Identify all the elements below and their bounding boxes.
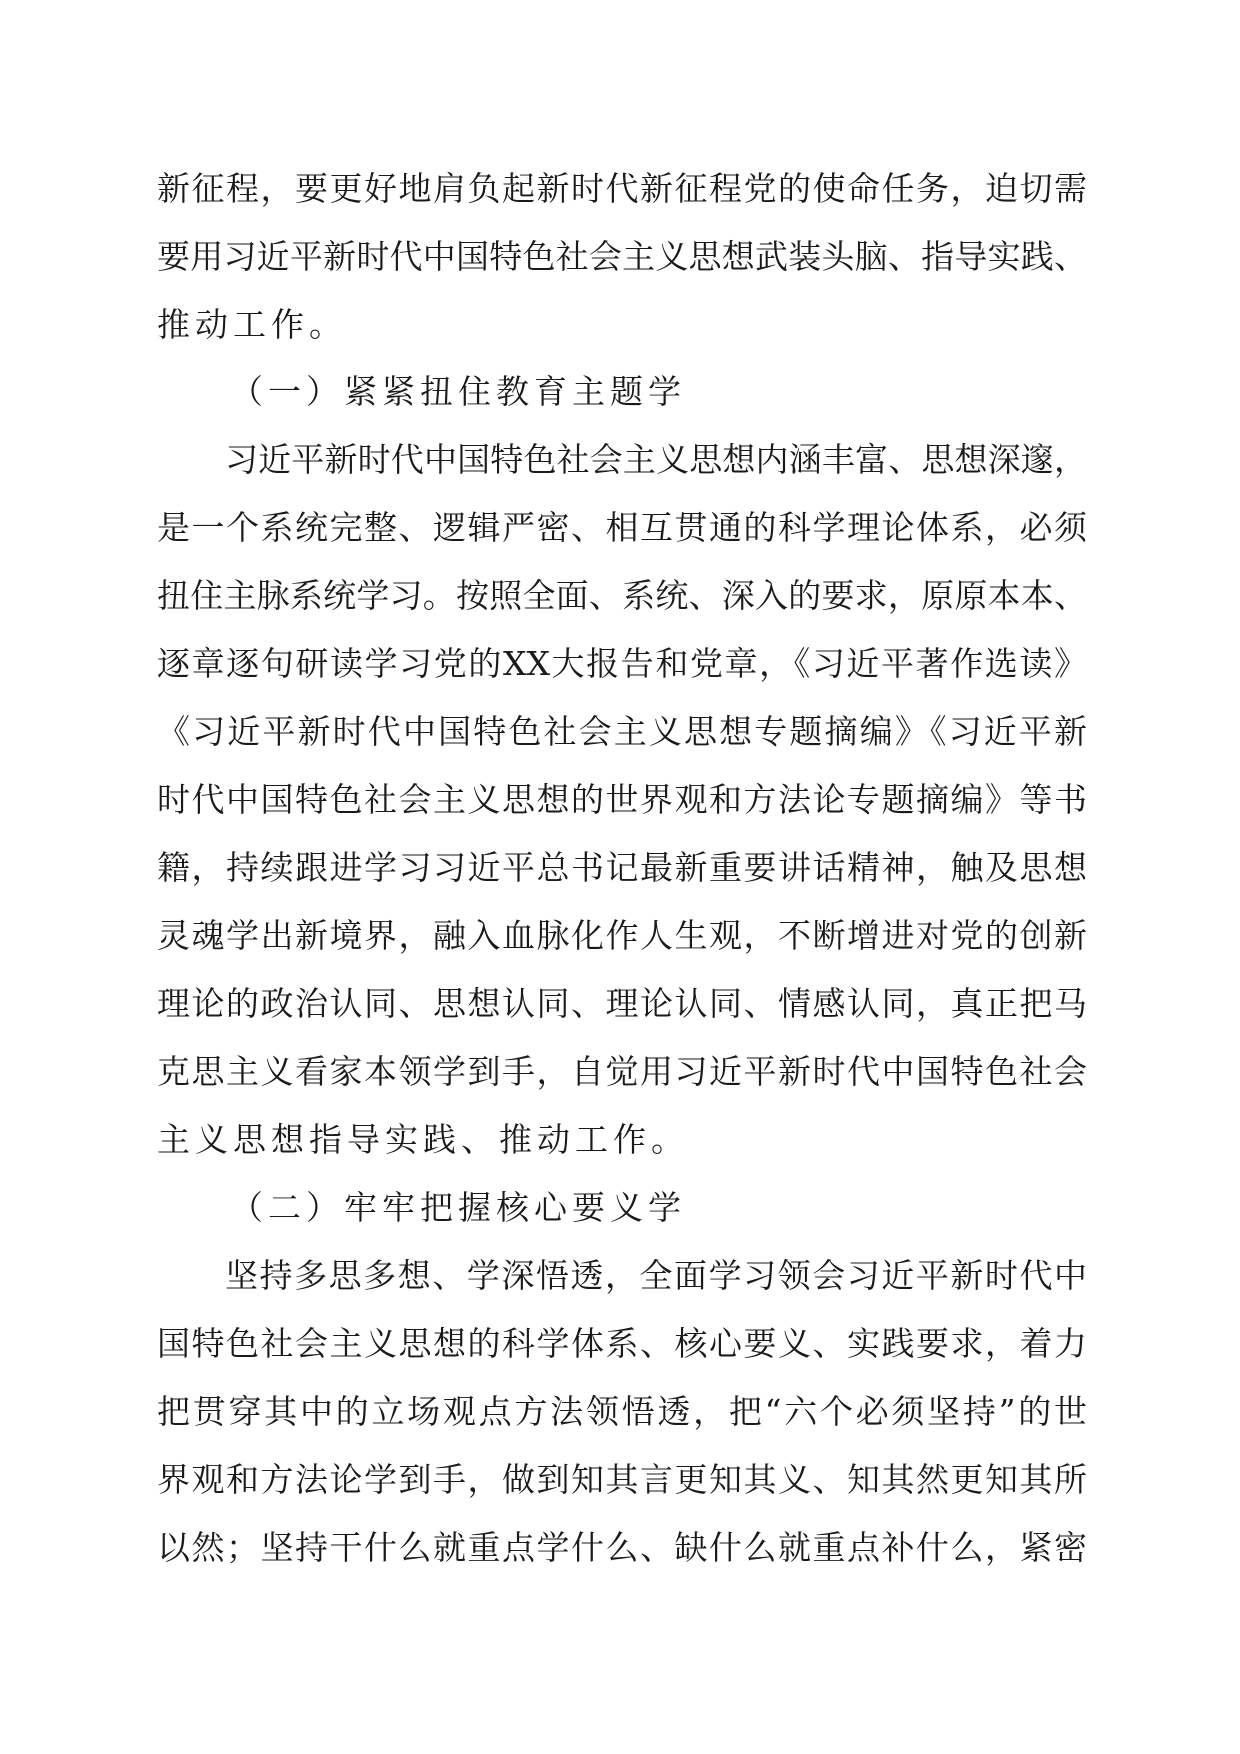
section-heading-1: （一）紧紧扭住教育主题学 (230, 372, 686, 411)
text-line: 推动工作。 (157, 305, 347, 344)
text-line: 习近平新时代中国特色社会主义思想内涵丰富、思想深邃， (225, 440, 1087, 479)
text-line: 《习近平新时代中国特色社会主义思想专题摘编》《习近平新 (157, 712, 1087, 751)
text-line: 主义思想指导实践、推动工作。 (157, 1120, 689, 1159)
text-line: 克思主义看家本领学到手，自觉用习近平新时代中国特色社会 (157, 1052, 1087, 1091)
text-line: 新征程，要更好地肩负起新时代新征程党的使命任务，迫切需 (157, 169, 1087, 208)
text-line: 扭住主脉系统学习。按照全面、系统、深入的要求，原原本本、 (157, 576, 1087, 615)
text-line: 是一个系统完整、逻辑严密、相互贯通的科学理论体系，必须 (157, 508, 1087, 547)
text-line: 籍，持续跟进学习习近平总书记最新重要讲话精神，触及思想 (157, 848, 1087, 887)
text-line: 时代中国特色社会主义思想的世界观和方法论专题摘编》等书 (157, 780, 1087, 819)
text-line: 逐章逐句研读学习党的XX大报告和党章，《习近平著作选读》 (157, 644, 1087, 683)
text-line: 国特色社会主义思想的科学体系、核心要义、实践要求，着力 (157, 1324, 1087, 1363)
text-line: 理论的政治认同、思想认同、理论认同、情感认同，真正把马 (157, 984, 1087, 1023)
section-heading-2: （二）牢牢把握核心要义学 (230, 1188, 686, 1227)
text-line: 要用习近平新时代中国特色社会主义思想武装头脑、指导实践、 (157, 237, 1087, 276)
text-line: 灵魂学出新境界，融入血脉化作人生观，不断增进对党的创新 (157, 916, 1087, 955)
text-line: 坚持多思多想、学深悟透，全面学习领会习近平新时代中 (225, 1256, 1087, 1295)
text-line: 以然；坚持干什么就重点学什么、缺什么就重点补什么，紧密 (157, 1528, 1087, 1567)
text-line: 把贯穿其中的立场观点方法领悟透，把“六个必须坚持”的世 (157, 1392, 1087, 1431)
text-line: 界观和方法论学到手，做到知其言更知其义、知其然更知其所 (157, 1460, 1087, 1499)
